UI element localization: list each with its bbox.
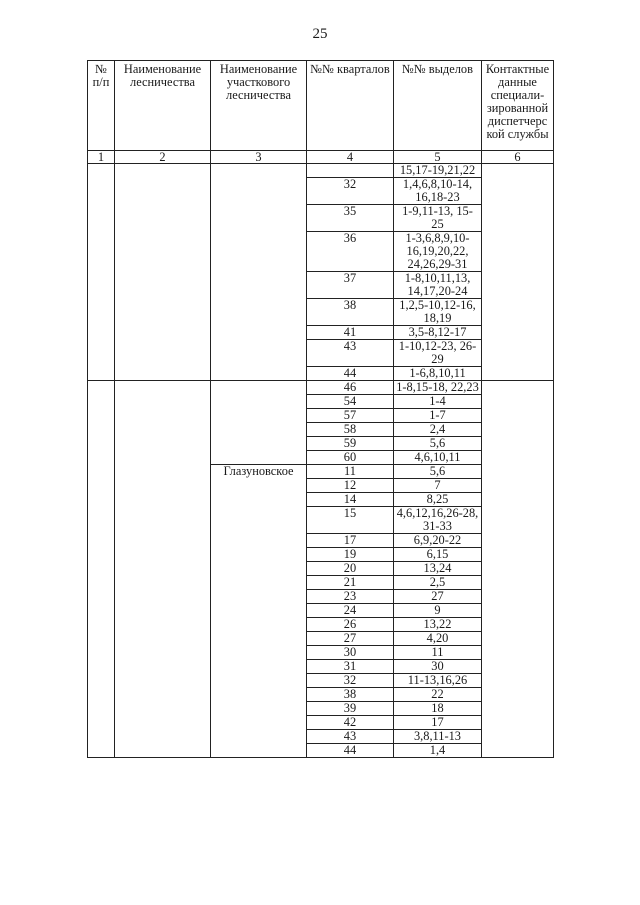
- cell-plots: 1-10,12-23, 26-29: [394, 340, 482, 367]
- cell-quarter: 19: [307, 548, 394, 562]
- cell-quarter: 43: [307, 730, 394, 744]
- cell-plots: 27: [394, 590, 482, 604]
- cell-plots: 5,6: [394, 465, 482, 479]
- cell-plots: 1-7: [394, 409, 482, 423]
- cell-quarter: 57: [307, 409, 394, 423]
- cell-quarter: 21: [307, 576, 394, 590]
- cell-plots: 1-8,10,11,13, 14,17,20-24: [394, 272, 482, 299]
- forestry-table: [87, 60, 554, 758]
- cell-plots: 8,25: [394, 493, 482, 507]
- cell-plots: 1,4,6,8,10-14, 16,18-23: [394, 178, 482, 205]
- cell-quarter: 37: [307, 272, 394, 299]
- header-contacts-line: специали-: [490, 88, 545, 102]
- header-contacts-line: зированной: [486, 101, 549, 115]
- cell-quarter: 44: [307, 744, 394, 758]
- cell-quarter: 39: [307, 702, 394, 716]
- header-contacts-line: кой службы: [486, 127, 549, 141]
- cell-quarter: 11: [307, 465, 394, 479]
- cell-quarter: [307, 164, 394, 178]
- header-quarters: №№ кварталов: [307, 61, 394, 151]
- column-number: 2: [115, 151, 211, 164]
- cell-quarter: 31: [307, 660, 394, 674]
- table-row: [88, 164, 554, 178]
- cell-quarter: 30: [307, 646, 394, 660]
- column-number: 6: [482, 151, 554, 164]
- cell-plots: 2,5: [394, 576, 482, 590]
- cell-quarter: 58: [307, 423, 394, 437]
- column-number: 1: [88, 151, 115, 164]
- cell-quarter: 24: [307, 604, 394, 618]
- cell-number: [88, 381, 115, 758]
- cell-plots: 4,20: [394, 632, 482, 646]
- header-row: [88, 61, 554, 151]
- header-contacts: [482, 61, 554, 151]
- header-district-forestry: Наименование участкового лесничества: [211, 61, 307, 151]
- cell-plots: 22: [394, 688, 482, 702]
- cell-plots: 1-3,6,8,9,10-16,19,20,22, 24,26,29-31: [394, 232, 482, 272]
- cell-district: [211, 164, 307, 381]
- cell-plots: 9: [394, 604, 482, 618]
- cell-quarter: 43: [307, 340, 394, 367]
- cell-district-name: Глазуновское: [211, 465, 307, 758]
- cell-plots: 15,17-19,21,22: [394, 164, 482, 178]
- cell-plots: 1-9,11-13, 15-25: [394, 205, 482, 232]
- cell-plots: 1,4: [394, 744, 482, 758]
- header-plots: №№ выделов: [394, 61, 482, 151]
- cell-plots: 11-13,16,26: [394, 674, 482, 688]
- cell-contacts: [482, 381, 554, 758]
- cell-quarter: 26: [307, 618, 394, 632]
- cell-quarter: 15: [307, 507, 394, 534]
- table-row: [88, 381, 554, 395]
- header-contacts-line: Контактные: [485, 62, 550, 76]
- cell-plots: 6,15: [394, 548, 482, 562]
- cell-plots: 3,8,11-13: [394, 730, 482, 744]
- cell-quarter: 32: [307, 674, 394, 688]
- cell-plots: 13,24: [394, 562, 482, 576]
- cell-plots: 1-6,8,10,11: [394, 367, 482, 381]
- cell-contacts: [482, 164, 554, 381]
- cell-plots: 1-4: [394, 395, 482, 409]
- header-forestry: Наименование лесничества: [115, 61, 211, 151]
- cell-quarter: 54: [307, 395, 394, 409]
- cell-quarter: 38: [307, 688, 394, 702]
- cell-quarter: 27: [307, 632, 394, 646]
- page-number: 25: [312, 26, 328, 42]
- cell-quarter: 32: [307, 178, 394, 205]
- header-number: № п/п: [88, 61, 115, 151]
- cell-quarter: 20: [307, 562, 394, 576]
- cell-quarter: 12: [307, 479, 394, 493]
- cell-plots: 1-8,15-18, 22,23: [394, 381, 482, 395]
- column-number: 5: [394, 151, 482, 164]
- cell-plots: 5,6: [394, 437, 482, 451]
- cell-plots: 30: [394, 660, 482, 674]
- cell-forestry: [115, 164, 211, 381]
- cell-plots: 13,22: [394, 618, 482, 632]
- cell-quarter: 41: [307, 326, 394, 340]
- cell-quarter: 44: [307, 367, 394, 381]
- cell-plots: 7: [394, 479, 482, 493]
- cell-quarter: 46: [307, 381, 394, 395]
- cell-quarter: 23: [307, 590, 394, 604]
- cell-quarter: 59: [307, 437, 394, 451]
- cell-plots: 18: [394, 702, 482, 716]
- cell-plots: 17: [394, 716, 482, 730]
- cell-plots: 2,4: [394, 423, 482, 437]
- cell-quarter: 17: [307, 534, 394, 548]
- cell-number: [88, 164, 115, 381]
- cell-district: [211, 381, 307, 465]
- column-number: 4: [307, 151, 394, 164]
- cell-quarter: 36: [307, 232, 394, 272]
- cell-plots: 4,6,12,16,26-28, 31-33: [394, 507, 482, 534]
- cell-quarter: 60: [307, 451, 394, 465]
- cell-quarter: 35: [307, 205, 394, 232]
- cell-plots: 6,9,20-22: [394, 534, 482, 548]
- column-number: 3: [211, 151, 307, 164]
- cell-quarter: 38: [307, 299, 394, 326]
- cell-plots: 4,6,10,11: [394, 451, 482, 465]
- cell-quarter: 42: [307, 716, 394, 730]
- cell-plots: 3,5-8,12-17: [394, 326, 482, 340]
- cell-quarter: 14: [307, 493, 394, 507]
- cell-plots: 11: [394, 646, 482, 660]
- header-contacts-line: диспетчерс: [487, 114, 548, 128]
- header-contacts-line: данные: [498, 75, 537, 89]
- cell-forestry: [115, 381, 211, 758]
- cell-plots: 1,2,5-10,12-16, 18,19: [394, 299, 482, 326]
- column-number-row: [88, 151, 554, 164]
